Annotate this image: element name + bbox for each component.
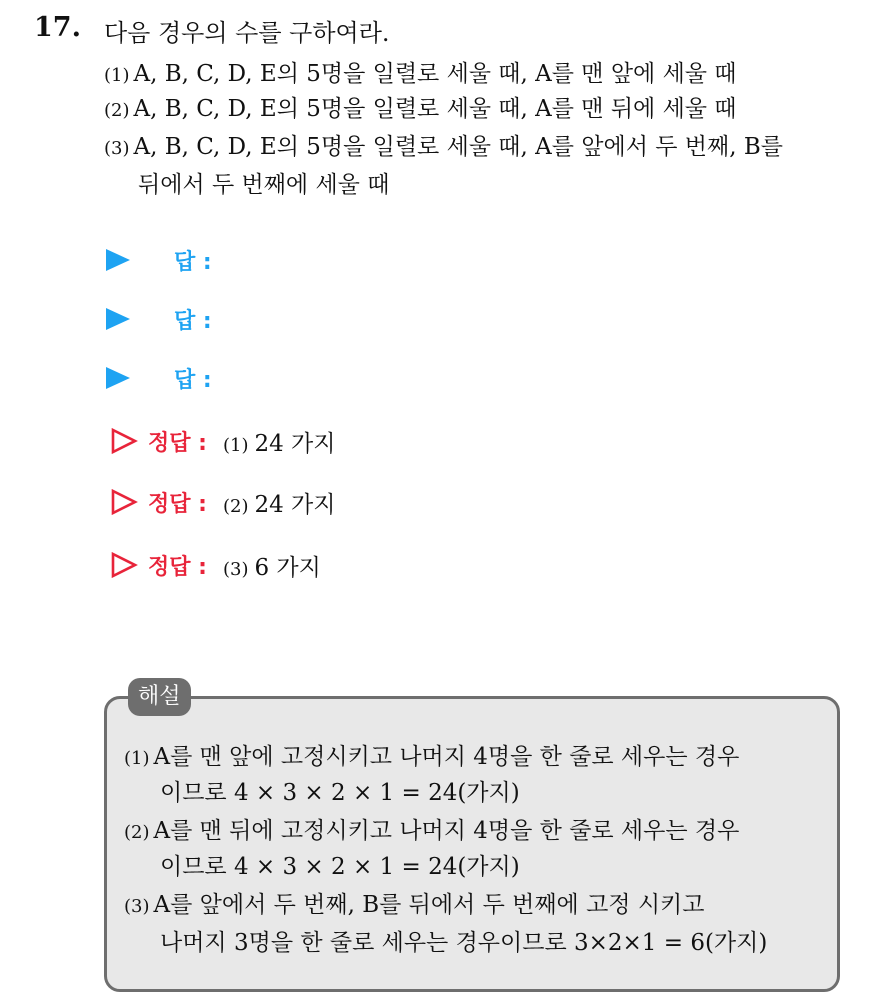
triangle-filled-icon [106, 249, 130, 271]
triangle-outline-icon [110, 552, 138, 578]
part-text: A, B, C, D, E의 5명을 일렬로 세울 때, A를 맨 뒤에 세울 때 [133, 96, 737, 122]
key-label: 정답 : [148, 554, 207, 580]
key-number: (2) [222, 495, 249, 517]
part-text: 뒤에서 두 번째에 세울 때 [138, 172, 390, 198]
solution-text: 나머지 3명을 한 줄로 세우는 경우이므로 3×2×1 = 6(가지) [160, 930, 768, 956]
key-value [223, 486, 336, 519]
triangle-outline-icon [110, 489, 138, 515]
solution-text: A를 맨 뒤에 고정시키고 나머지 4명을 한 줄로 세우는 경우 [153, 818, 740, 844]
solution-text: A를 앞에서 두 번째, B를 뒤에서 두 번째에 고정 시키고 [153, 892, 705, 918]
solution-label: (3) [124, 896, 150, 917]
solution-line-2 [160, 774, 520, 807]
key-label: 정답 : [148, 430, 207, 456]
solution-line-1 [124, 738, 739, 771]
solution-line-3 [124, 812, 739, 845]
key-value [223, 549, 321, 582]
solution-text: 이므로 4 × 3 × 2 × 1 = 24(가지) [160, 854, 520, 880]
answer-row-2[interactable] [106, 302, 212, 336]
key-row-2 [110, 484, 335, 520]
key-text: 24 가지 [254, 430, 336, 457]
question-part-3 [104, 128, 783, 161]
part-label: (2) [104, 100, 130, 121]
key-value [223, 425, 336, 458]
key-row-3 [110, 547, 321, 583]
solution-line-6 [160, 924, 767, 957]
solution-text: A를 맨 앞에 고정시키고 나머지 4명을 한 줄로 세우는 경우 [153, 744, 740, 770]
solution-text: 이므로 4 × 3 × 2 × 1 = 24(가지) [160, 780, 520, 806]
key-number: (1) [222, 434, 249, 456]
triangle-filled-icon [106, 367, 130, 389]
answer-row-1[interactable] [106, 243, 212, 277]
key-row-1 [110, 423, 335, 459]
solution-line-5 [124, 886, 704, 919]
answer-label: 답 : [174, 308, 212, 334]
part-text: A, B, C, D, E의 5명을 일렬로 세울 때, A를 맨 앞에 세울 때 [133, 61, 737, 87]
solution-label: (2) [124, 822, 150, 843]
question-part-3-continued [138, 166, 389, 199]
part-text: A, B, C, D, E의 5명을 일렬로 세울 때, A를 앞에서 두 번째, B를 [133, 134, 783, 160]
answer-label: 답 : [174, 249, 212, 275]
key-label: 정답 : [148, 491, 207, 517]
key-text: 6 가지 [254, 554, 321, 581]
question-part-2 [104, 90, 737, 123]
answer-label: 답 : [174, 367, 212, 393]
triangle-outline-icon [110, 428, 138, 454]
solution-line-4 [160, 848, 520, 881]
question-number: 17. [34, 12, 81, 43]
part-label: (1) [104, 65, 130, 86]
question-title: 다음 경우의 수를 구하여라. [104, 19, 390, 47]
part-label: (3) [104, 138, 130, 159]
key-number: (3) [222, 558, 249, 580]
key-text: 24 가지 [254, 491, 336, 518]
answer-row-3[interactable] [106, 361, 212, 395]
solution-tab: 해설 [128, 678, 191, 716]
question-part-1 [104, 55, 737, 88]
triangle-filled-icon [106, 308, 130, 330]
solution-label: (1) [124, 748, 150, 769]
